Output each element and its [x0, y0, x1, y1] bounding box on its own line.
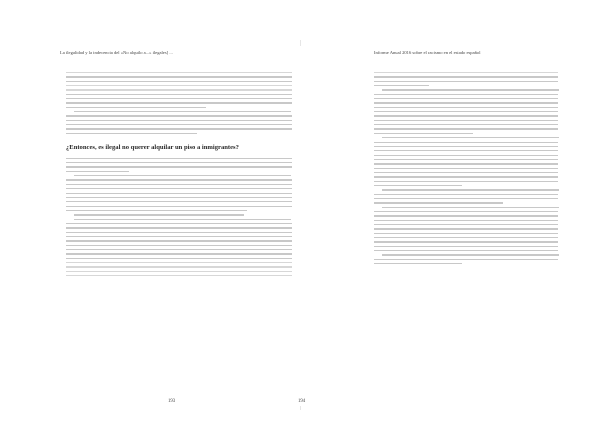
text-line [66, 262, 292, 263]
text-line [66, 102, 292, 103]
text-line [66, 253, 292, 254]
text-line [382, 207, 559, 208]
text-line [374, 163, 558, 164]
text-line [66, 124, 292, 125]
text-line [66, 236, 292, 237]
text-line [374, 246, 558, 247]
right-page-number: 194 [298, 399, 306, 404]
text-line [66, 223, 292, 224]
text-line [374, 172, 558, 173]
text-line [374, 102, 558, 103]
text-line [66, 275, 292, 276]
text-line [374, 155, 558, 156]
text-line [374, 124, 558, 125]
text-line [74, 214, 244, 215]
left-page-body [66, 72, 292, 279]
right-page-body [374, 72, 558, 267]
text-line [374, 263, 462, 264]
text-line [382, 89, 559, 90]
text-line [66, 201, 292, 202]
text-line [374, 72, 558, 73]
text-line [66, 258, 292, 259]
text-line [374, 85, 429, 86]
text-line [66, 162, 292, 163]
text-line [382, 137, 559, 138]
text-line [374, 215, 558, 216]
text-line [66, 193, 292, 194]
section-heading: ¿Entonces, es ilegal no querer alquilar un piso a inmigrantes? [66, 144, 239, 152]
text-line [374, 94, 558, 95]
text-line [374, 146, 558, 147]
text-line [66, 107, 206, 108]
text-line [374, 133, 473, 134]
text-line [66, 133, 197, 134]
text-line [374, 120, 558, 121]
text-line [66, 249, 292, 250]
text-line [374, 107, 558, 108]
text-line [66, 271, 292, 272]
text-line [66, 72, 292, 73]
left-page-number: 193 [168, 399, 176, 404]
text-line [66, 240, 292, 241]
text-line [66, 81, 292, 82]
text-line [374, 233, 558, 234]
text-line [374, 250, 558, 251]
text-line [374, 142, 558, 143]
text-line [374, 76, 558, 77]
text-line [374, 224, 558, 225]
text-line [374, 181, 558, 182]
text-line [66, 227, 292, 228]
text-line [374, 220, 558, 221]
text-line [66, 171, 129, 172]
text-line [74, 219, 291, 220]
text-line [66, 206, 292, 207]
text-line [374, 150, 558, 151]
left-page [60, 46, 302, 406]
text-line [66, 184, 292, 185]
text-line [66, 245, 292, 246]
text-line [66, 76, 292, 77]
text-line [74, 111, 291, 112]
text-line [374, 111, 558, 112]
text-line [374, 194, 558, 195]
text-line [382, 254, 559, 255]
text-line [374, 259, 558, 260]
text-line [374, 185, 462, 186]
text-line [382, 189, 559, 190]
text-line [66, 188, 292, 189]
text-line [66, 120, 292, 121]
text-line [374, 237, 558, 238]
text-line [374, 115, 558, 116]
text-line [374, 241, 558, 242]
text-line [374, 159, 558, 160]
text-line [66, 158, 292, 159]
text-line [66, 197, 292, 198]
text-line [66, 89, 292, 90]
text-line [66, 166, 292, 167]
text-line [374, 198, 558, 199]
text-line [374, 128, 558, 129]
text-line [66, 128, 292, 129]
text-line [374, 168, 558, 169]
text-line [66, 98, 292, 99]
text-line [66, 266, 292, 267]
text-line [374, 176, 558, 177]
right-page [298, 46, 544, 406]
text-line [66, 85, 292, 86]
text-line [374, 81, 558, 82]
text-line [66, 179, 292, 180]
text-line [66, 94, 292, 95]
left-running-head: La ilegalidad y la indecencia del «No alquilo a...» ilegales] ... [60, 50, 173, 55]
text-line [374, 202, 503, 203]
text-line [74, 175, 291, 176]
text-line [66, 232, 292, 233]
text-line [374, 211, 558, 212]
text-line [374, 228, 558, 229]
text-line [66, 115, 292, 116]
text-line [374, 98, 558, 99]
text-line [66, 210, 247, 211]
right-running-head: Informe Anual 2016 sobre el racismo en el estado español [374, 50, 481, 55]
